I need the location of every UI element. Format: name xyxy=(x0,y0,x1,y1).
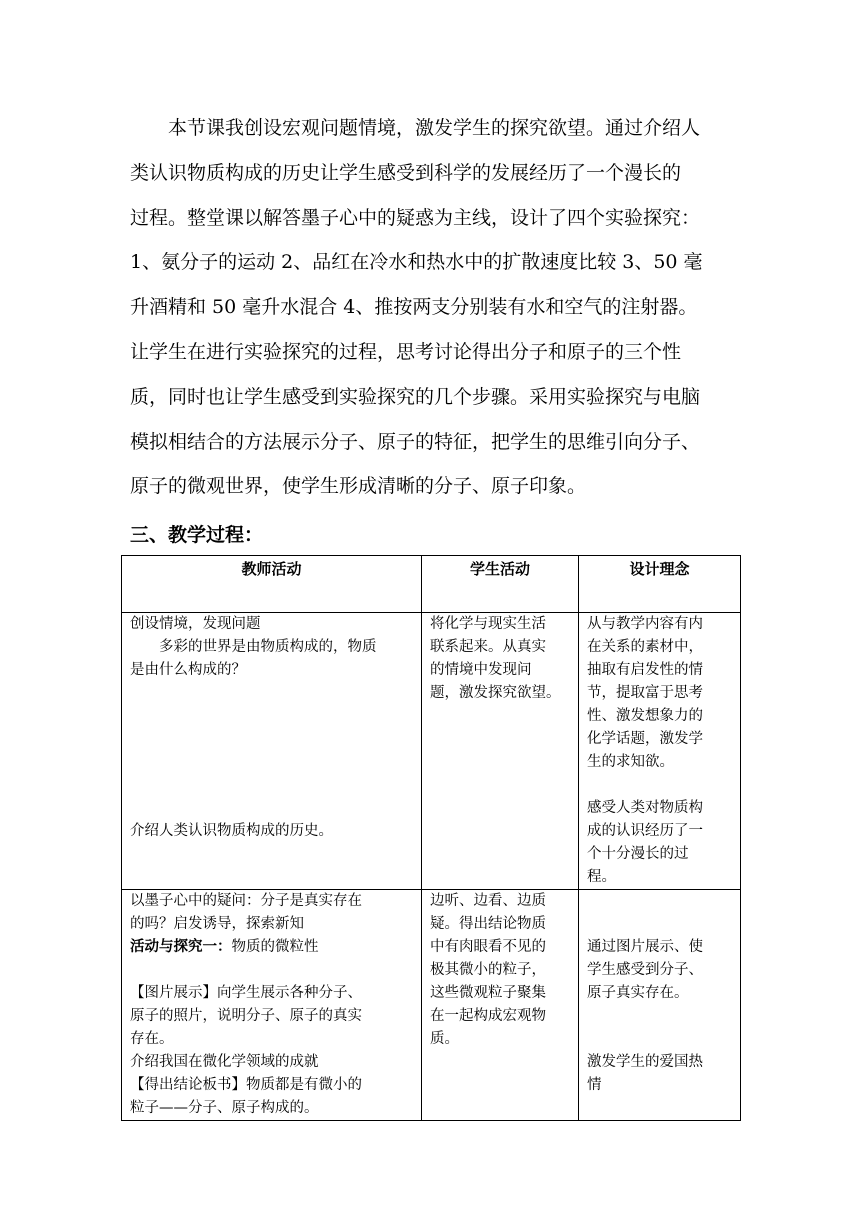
cell-text: 从与教学内容有内 xyxy=(587,616,703,632)
cell-text: 粒子——分子、原子构成的。 xyxy=(130,1100,319,1116)
cell-text: 质。 xyxy=(430,1031,459,1047)
cell-text: 节，提取富于思考 xyxy=(587,685,703,701)
cell-text: 的吗？启发诱导，探索新知 xyxy=(130,916,304,932)
cell-text: 激发学生的爱国热 xyxy=(587,1054,703,1070)
intro-line: 本节课我创设宏观问题情境，激发学生的探究欲望。通过介绍人 xyxy=(130,117,701,139)
cell-text: 极其微小的粒子， xyxy=(430,962,546,978)
cell-text: 边听、边看、边质 xyxy=(430,893,546,909)
cell-text: 情 xyxy=(587,1077,602,1093)
cell-text: 【图片展示】向学生展示各种分子、 xyxy=(130,985,362,1001)
cell-text: 多彩的世界是由物质构成的，物质 xyxy=(130,639,377,655)
table-header-row xyxy=(122,556,741,613)
cell-text: 原子真实存在。 xyxy=(587,985,689,1001)
cell-text: 感受人类对物质构 xyxy=(587,800,703,816)
activity-line xyxy=(130,936,415,959)
cell-text: 成的认识经历了一 xyxy=(587,823,703,839)
cell-text: 性、激发想象力的 xyxy=(587,708,703,724)
cell-text: 程。 xyxy=(587,869,616,885)
activity-text: 物质的微粒性 xyxy=(231,939,319,955)
intro-line: 质，同时也让学生感受到实验探究的几个步骤。采用实验探究与电脑 xyxy=(130,385,701,408)
header-design-concept: 设计理念 xyxy=(579,556,741,613)
intro-line: 类认识物质构成的历史让学生感受到科学的发展经历了一个漫长的 xyxy=(130,161,682,184)
cell-text: 原子的照片，说明分子、原子的真实 xyxy=(130,1008,362,1024)
cell-text: 存在。 xyxy=(130,1031,174,1047)
design-concept-cell xyxy=(579,613,741,890)
intro-line: 模拟相结合的方法展示分子、原子的特征，把学生的思维引向分子、 xyxy=(130,430,701,453)
cell-text: 这些微观粒子聚集 xyxy=(430,985,546,1001)
cell-text: 将化学与现实生活 xyxy=(430,616,546,632)
activity-label: 活动与探究一： xyxy=(130,939,232,955)
teacher-activity-cell xyxy=(122,890,422,1121)
table-row xyxy=(122,890,741,1121)
teacher-activity-cell xyxy=(122,613,422,890)
cell-text: 化学话题，激发学 xyxy=(587,731,703,747)
cell-text: 创设情境，发现问题 xyxy=(130,616,261,632)
cell-text: 生的求知欲。 xyxy=(587,754,674,770)
cell-text: 以墨子心中的疑问：分子是真实存在 xyxy=(130,893,362,909)
intro-line: 1、氨分子的运动 2、品红在冷水和热水中的扩散速度比较 3、50 毫 xyxy=(130,251,703,274)
cell-text: 在一起构成宏观物 xyxy=(430,1008,546,1024)
intro-line: 升酒精和 50 毫升水混合 4、推按两支分别装有水和空气的注射器。 xyxy=(130,296,698,319)
header-student-activity: 学生活动 xyxy=(422,556,579,613)
cell-text: 通过图片展示、使 xyxy=(587,939,703,955)
design-concept-cell xyxy=(579,890,741,1121)
student-activity-cell xyxy=(422,890,579,1121)
section-heading: 三、教学过程： xyxy=(130,524,264,546)
intro-paragraph xyxy=(130,106,742,509)
cell-text: 个十分漫长的过 xyxy=(587,846,689,862)
cell-text: 题，激发探究欲望。 xyxy=(430,685,561,701)
cell-text: 抽取有启发性的情 xyxy=(587,662,703,678)
cell-text: 联系起来。从真实 xyxy=(430,639,546,655)
cell-text: 的情境中发现问 xyxy=(430,662,532,678)
cell-text: 【得出结论板书】物质都是有微小的 xyxy=(130,1077,362,1093)
cell-text: 学生感受到分子、 xyxy=(587,962,703,978)
cell-text: 在关系的素材中， xyxy=(587,639,703,655)
header-teacher-activity: 教师活动 xyxy=(122,556,422,613)
cell-text: 是由什么构成的？ xyxy=(130,662,246,678)
cell-text: 介绍我国在微化学领域的成就 xyxy=(130,1054,319,1070)
intro-line: 过程。整堂课以解答墨子心中的疑惑为主线，设计了四个实验探究： xyxy=(130,206,701,229)
intro-line: 让学生在进行实验探究的过程，思考讨论得出分子和原子的三个性 xyxy=(130,340,682,363)
intro-line: 原子的微观世界，使学生形成清晰的分子、原子印象。 xyxy=(130,475,587,498)
cell-text: 疑。得出结论物质 xyxy=(430,916,546,932)
student-activity-cell xyxy=(422,613,579,890)
cell-text: 中有肉眼看不见的 xyxy=(430,939,546,955)
table-row xyxy=(122,613,741,890)
cell-text: 介绍人类认识物质构成的历史。 xyxy=(130,823,333,839)
lesson-process-table xyxy=(121,555,741,1121)
